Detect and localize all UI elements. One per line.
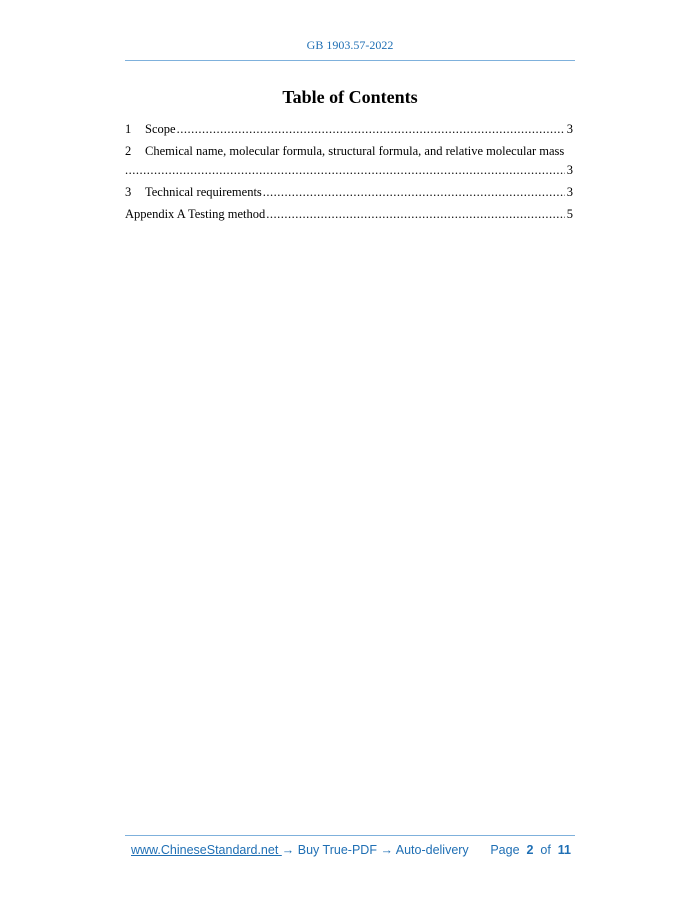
footer-divider <box>125 835 575 836</box>
site-link[interactable]: www.ChineseStandard.net <box>131 843 282 857</box>
page-indicator <box>490 843 571 857</box>
of-word: of <box>540 843 551 857</box>
toc-entry-page: 3 <box>566 163 573 177</box>
arrow-icon: → <box>380 843 393 857</box>
toc-entry-scope[interactable] <box>125 120 573 139</box>
table-of-contents <box>125 120 573 227</box>
toc-entry-page: 3 <box>566 185 573 199</box>
toc-entry-number: 2 <box>125 144 132 158</box>
toc-entry-page: 3 <box>566 122 573 136</box>
buy-pdf-text: Buy True-PDF <box>297 843 377 857</box>
toc-leader-dots <box>125 161 565 180</box>
toc-entry-chemical-name[interactable] <box>125 142 573 180</box>
toc-entry-number: 1 <box>125 122 132 136</box>
toc-entry-number: 3 <box>125 185 132 199</box>
total-pages: 11 <box>557 843 571 857</box>
toc-entry-label: Scope <box>145 122 176 136</box>
footer-promo <box>131 843 469 857</box>
toc-title: Table of Contents <box>282 87 418 107</box>
auto-delivery-text: Auto-delivery <box>395 843 469 857</box>
toc-entry-page: 5 <box>566 207 573 221</box>
page-footer <box>131 843 571 857</box>
toc-entry-appendix-a[interactable] <box>125 205 573 224</box>
toc-leader-dots <box>263 183 565 202</box>
page-word: Page <box>490 843 520 857</box>
toc-leader-dots <box>266 205 565 224</box>
toc-leader-dots <box>177 120 565 139</box>
toc-entry-label: Chemical name, molecular formula, structural formula, and relative molecular mass <box>145 144 565 158</box>
toc-entry-label: Technical requirements <box>145 185 262 199</box>
arrow-icon: → <box>281 843 295 857</box>
running-header: GB 1903.57-2022 <box>306 38 394 52</box>
current-page: 2 <box>526 843 534 857</box>
toc-entry-label: Appendix A Testing method <box>125 207 266 221</box>
header-divider <box>125 60 575 61</box>
toc-entry-technical-requirements[interactable] <box>125 183 573 202</box>
